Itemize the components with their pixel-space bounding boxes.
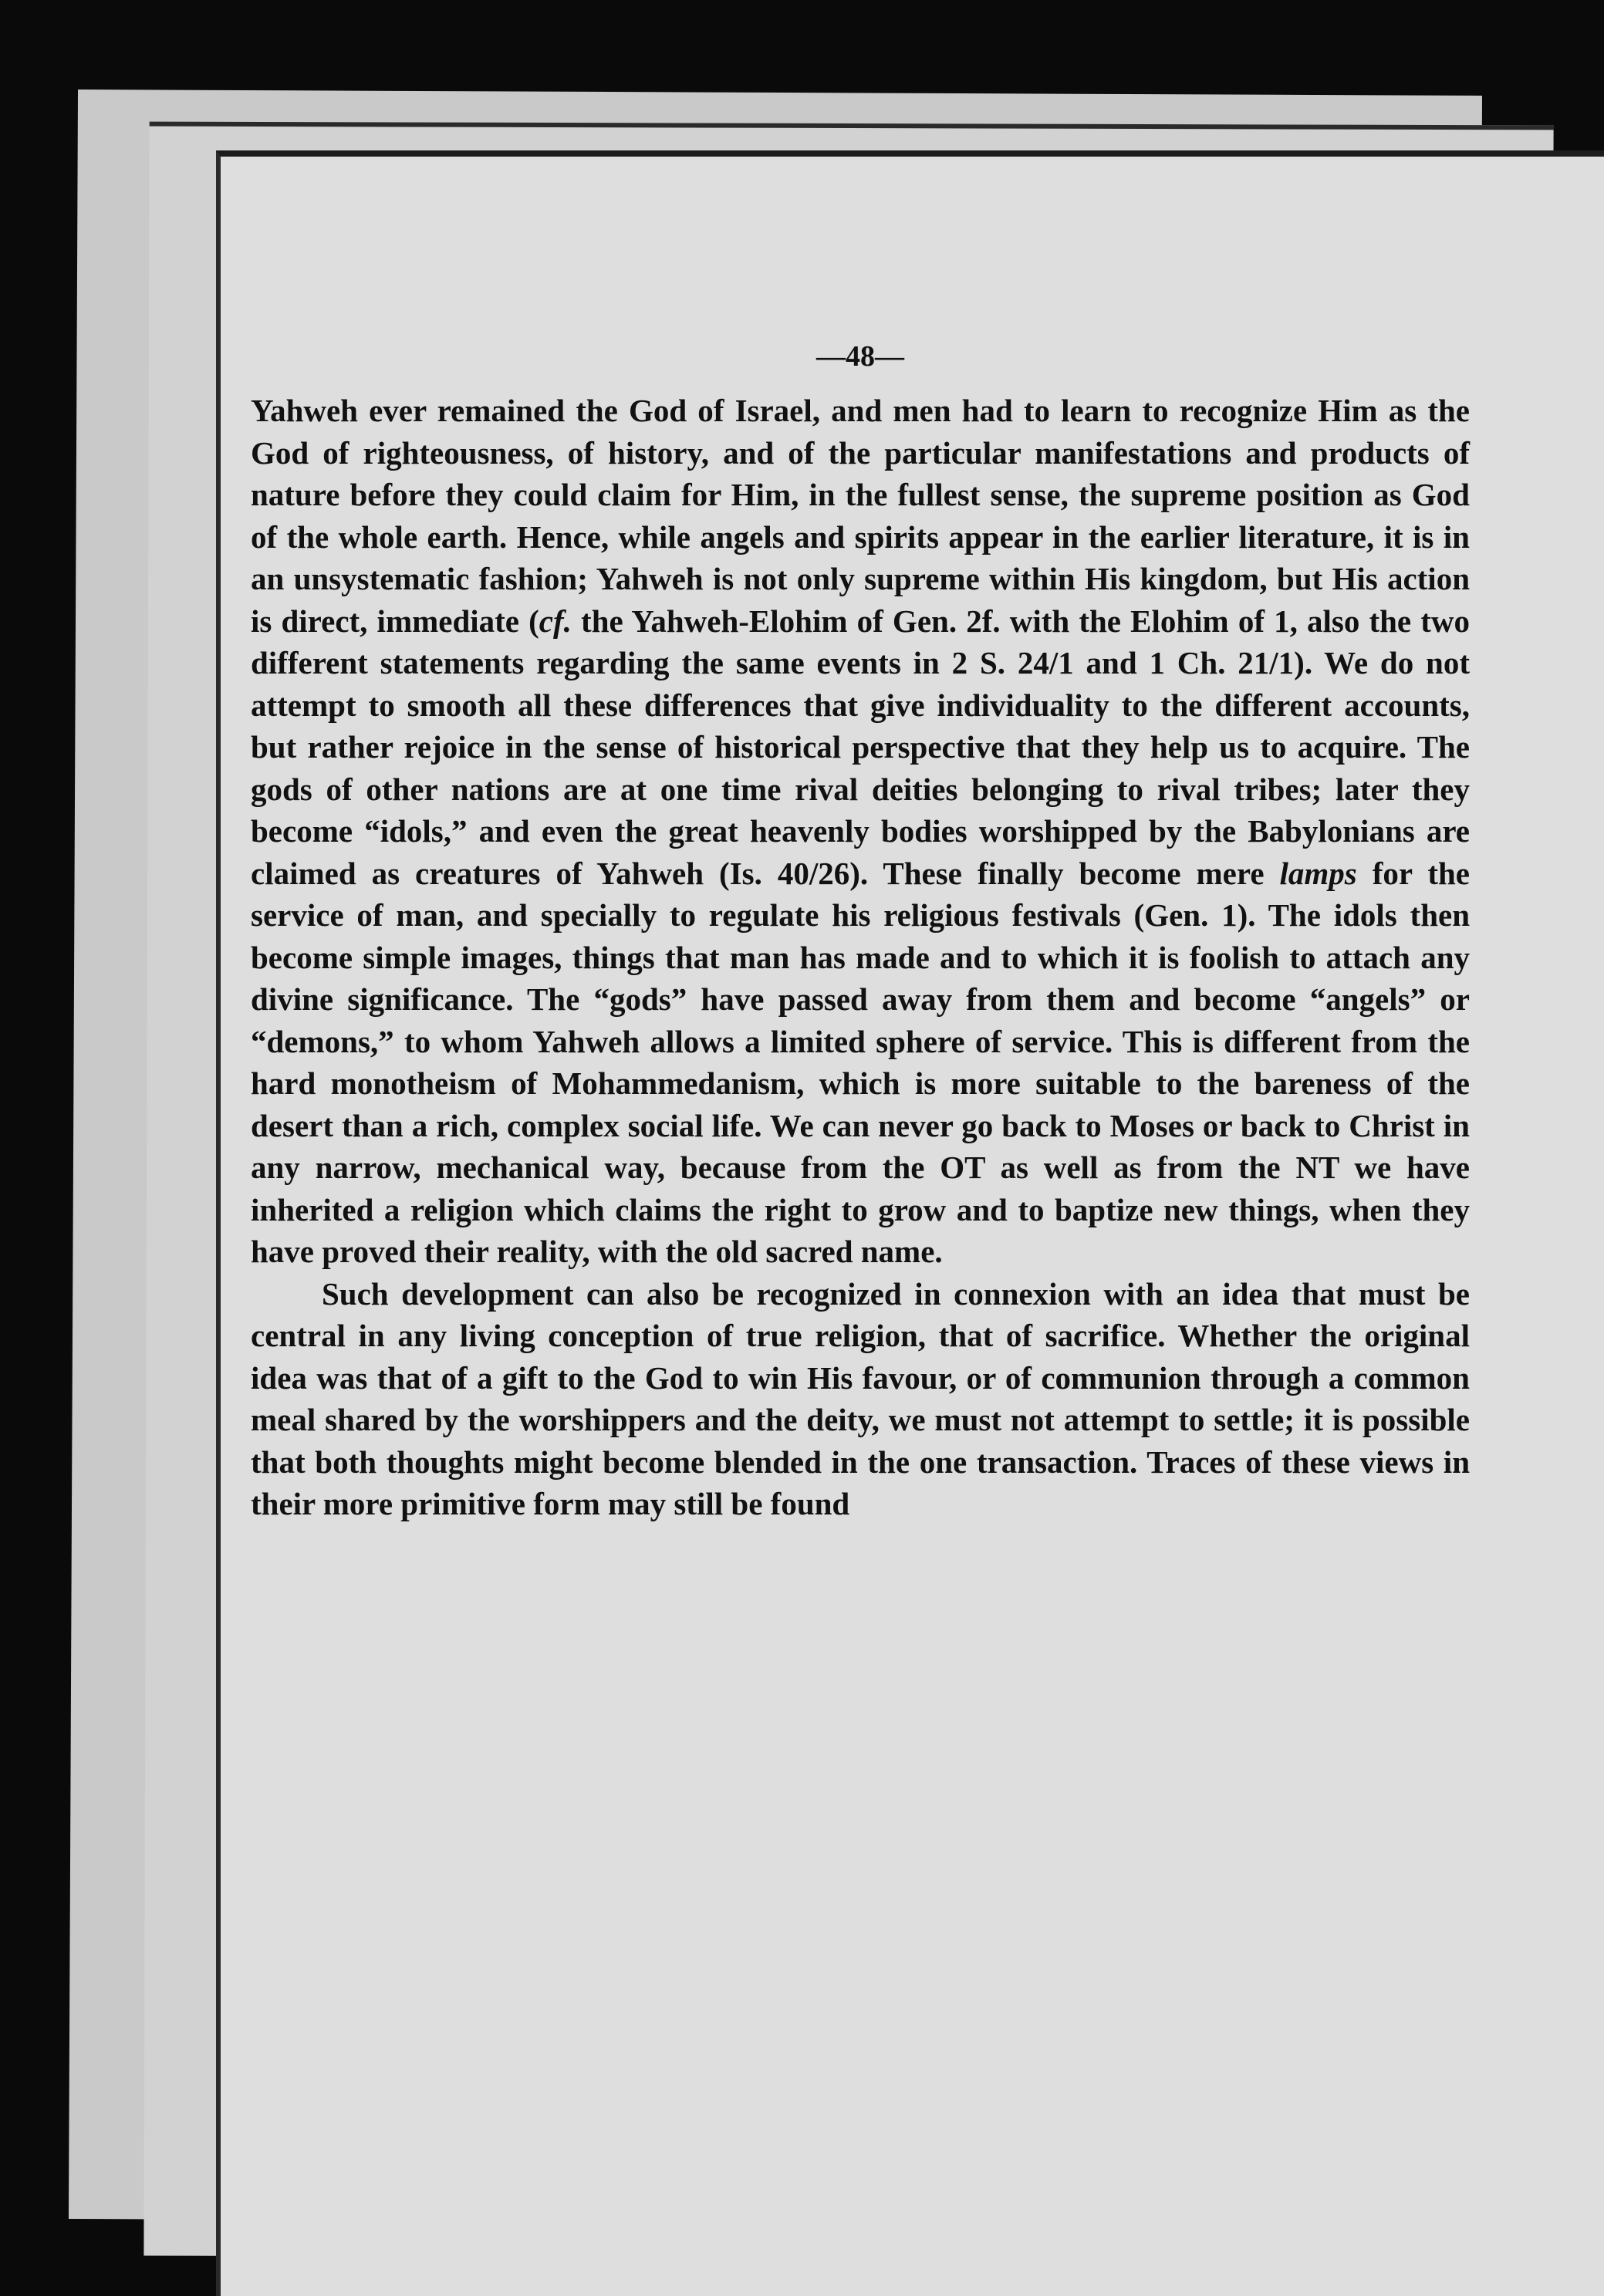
body-text xyxy=(251,390,1470,1525)
text-run: Such development can also be recognized in connexion with an idea that must be central in any living conception of true religion, that of sacrifice. Whether the original idea was that of a gift to the God to win His favour, or of communion through a common meal shared by the worshippers and the deity, we must not attempt to settle; it is possible that both thoughts might become blended in the one transaction. Traces of these views in their more primitive form may still be found xyxy=(251,1275,1470,1521)
italic-text: cf. xyxy=(539,603,572,639)
text-run: Yahweh ever remained the God of Israel, and men had to learn to recognize Him as the God of righteousness, of history, and of the particular manifestations and products of nature before they could claim for Him, in the fullest sense, the supreme position as God of the whole earth. Hence, while angels and spirits appear in the earlier literature, it is in an unsystematic fashion; Yahweh is not only supreme within His kingdom, but His action is direct, immediate ( xyxy=(251,393,1470,639)
text-run: the Yahweh-Elohim of Gen. 2f. with the Elohim of 1, also the two different statements regarding the same events in 2 S. 24/1 and 1 Ch. 21/1). We do not attempt to smooth all these differences that give individuality to the different accounts, but rather rejoice in the sense of historical perspective that they help us to acquire. The gods of other nations are at one time rival deities belonging to rival tribes; later they become “idols,” and even the great heavenly bodies worshipped by the Babylonians are claimed as creatures of Yahweh (Is. 40/26). These finally become mere xyxy=(251,603,1471,891)
paragraph-2 xyxy=(251,1273,1470,1525)
paragraph-1 xyxy=(251,390,1470,1273)
text-run: for the service of man, and specially to regulate his religious festivals (Gen. 1). The idols then become simple images, things that man has made and to which it is foolish to attach any divine significance. The “gods” have passed away from them and become “angels” or “demons,” to whom Yahweh allows a limited sphere of service. This is different from the hard monotheism of Mohammedanism, which is more suitable to the bareness of the desert than a rich, complex social life. We can never go back to Moses or back to Christ in any narrow, mechanical way, because from the OT as well as from the NT we have inherited a religion which claims the right to grow and to baptize new things, when they have proved their reality, with the old sacred name. xyxy=(251,855,1471,1269)
italic-text: lamps xyxy=(1279,855,1357,891)
page-number: —48— xyxy=(816,340,904,373)
